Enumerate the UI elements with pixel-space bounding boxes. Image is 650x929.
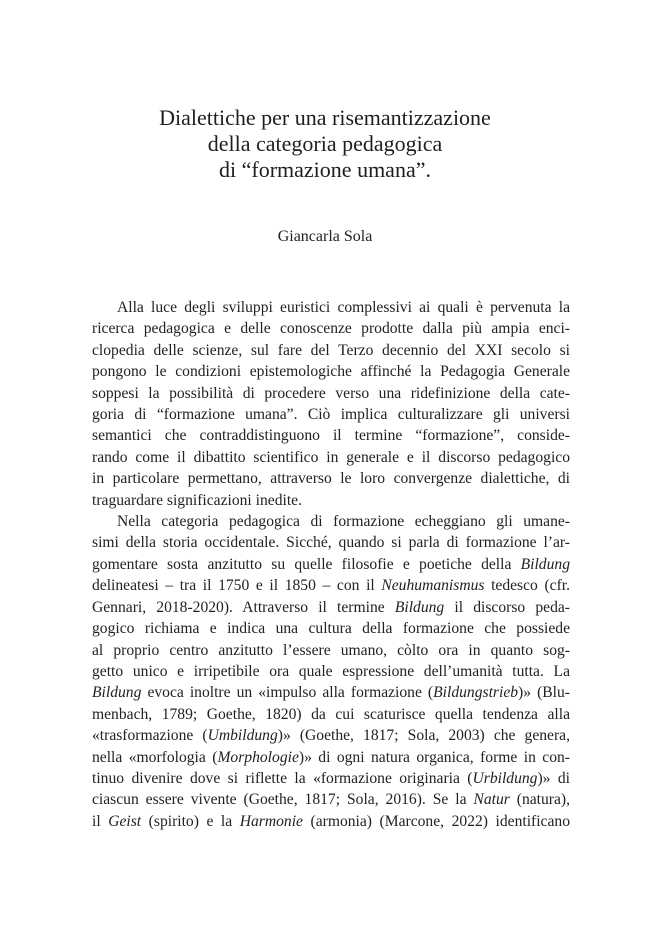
title-line: di “formazione umana”. — [219, 157, 431, 182]
text-line: simi della storia occidentale. Sicché, quando si parla di formazione l’ar- — [92, 534, 570, 552]
text-line: il Geist (spirito) e la Harmonie (armonia) (Marcone, 2022) identificano — [92, 812, 570, 830]
text-line: delineatesi – tra il 1750 e il 1850 – con il Neuhumanismus tedesco (cfr. — [92, 577, 571, 595]
text-line: traguardare significazioni inedite. — [92, 491, 302, 509]
text-line: in particolare permettano, attraverso le loro convergenze dialettiche, di — [92, 470, 570, 488]
italic-term: Bildungstrieb — [433, 684, 519, 702]
text-line: getto unico e irripetibile ora quale espressione dell’umanità tutta. La — [92, 662, 570, 680]
text-line: nella «morfologia (Morphologie)» di ogni natura organica, forme in con- — [92, 748, 570, 766]
title-line: Dialettiche per una risemantizzazione — [159, 105, 491, 130]
italic-term: Neuhumanismus — [381, 577, 485, 595]
author-name: Giancarla Sola — [277, 228, 373, 245]
text-line: gomentare sosta anzitutto su quelle filosofie e poetiche della Bildung — [92, 555, 570, 573]
italic-term: Natur — [473, 791, 510, 809]
text-line: al proprio centro anzitutto l’essere umano, còlto ora in quanto sog- — [92, 641, 570, 659]
italic-term: Urbildung — [472, 769, 538, 787]
text-line: ricerca pedagogica e delle conoscenze prodotte dalla più ampia enci- — [92, 320, 570, 338]
text-line: Nella categoria pedagogica di formazione echeggiano gli umane- — [117, 513, 570, 531]
italic-term: Bildung — [394, 598, 445, 616]
text-line: soppesi la possibilità di procedere verso una ridefinizione della cate- — [92, 384, 570, 402]
text-line: goria di “formazione umana”. Ciò implica culturalizzare gli universi — [92, 406, 570, 424]
text-line: ciascun essere vivente (Goethe, 1817; Sola, 2016). Se la Natur (natura), — [92, 791, 570, 809]
paragraph-1 — [92, 297, 570, 511]
italic-term: Geist — [108, 812, 142, 830]
italic-term: Umbildung — [207, 727, 278, 745]
text-line: pongono le condizioni epistemologiche affinché la Pedagogia Generale — [92, 363, 570, 381]
text-line: semantici che contraddistinguono il termine “formazione”, conside- — [92, 427, 570, 445]
text-line: Gennari, 2018-2020). Attraverso il termine Bildung il discorso peda- — [92, 598, 570, 616]
text-line: gogico richiama e indica una cultura della formazione che possiede — [92, 620, 570, 638]
italic-term: Bildung — [520, 555, 570, 573]
text-line: menbach, 1789; Goethe, 1820) da cui scaturisce quella tendenza alla — [92, 705, 570, 723]
italic-term: Bildung — [92, 684, 142, 702]
text-line: Bildung evoca inoltre un «impulso alla formazione (Bildungstrieb)» (Blu- — [92, 684, 570, 702]
text-line: «trasformazione (Umbildung)» (Goethe, 1817; Sola, 2003) che genera, — [92, 727, 570, 745]
body-text — [92, 297, 570, 832]
chapter-title — [0, 105, 650, 183]
text-line: Alla luce degli sviluppi euristici complessivi ai quali è pervenuta la — [117, 299, 570, 316]
text-line: clopedia delle scienze, sul fare del Terzo decennio del XXI secolo si — [92, 341, 570, 359]
italic-term: Harmonie — [239, 812, 303, 830]
paragraph-2 — [92, 511, 570, 832]
text-line: rando come il dibattito scientifico in generale e il discorso pedagogico — [92, 448, 570, 466]
italic-term: Morphologie — [217, 748, 299, 766]
text-line: tinuo divenire dove si riflette la «formazione originaria (Urbildung)» di — [92, 769, 570, 787]
title-line: della categoria pedagogica — [207, 131, 443, 156]
